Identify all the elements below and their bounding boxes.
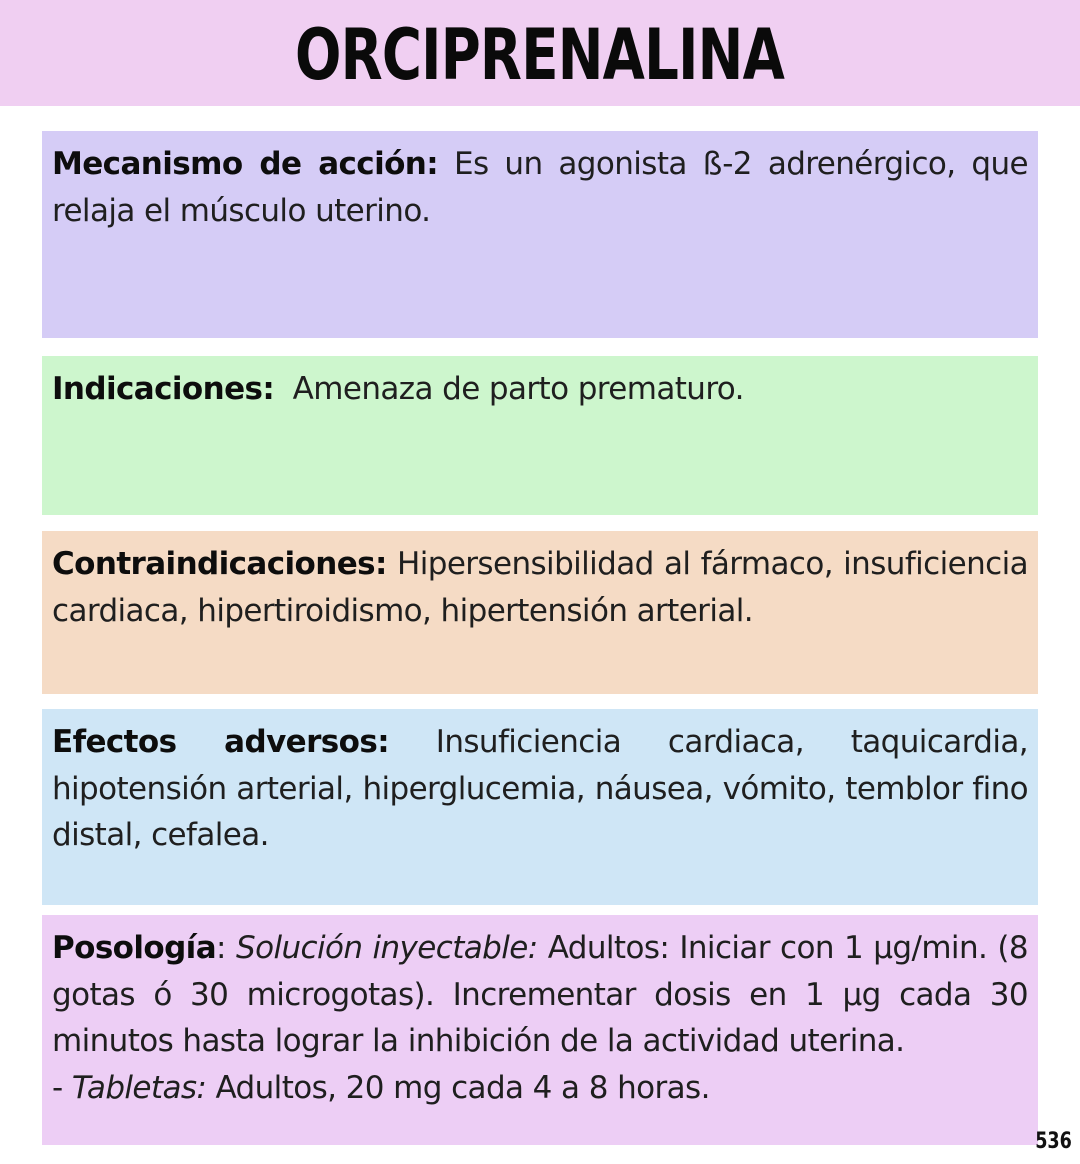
- contraindicaciones-label: Contraindicaciones:: [52, 546, 387, 582]
- posologia-text-injectable: Adultos: Iniciar con 1 µg/min. (8 gotas ó 30 microgotas). Incrementar dosis en 1 µg cada 30 minutos hasta lograr la inhibición de la actividad uterina.: [52, 930, 1028, 1059]
- indicaciones-label: Indicaciones:: [52, 371, 275, 407]
- section-efectos-adversos: [42, 709, 1038, 905]
- mecanismo-paragraph: [52, 141, 1028, 234]
- page-number: 536: [1035, 1129, 1072, 1154]
- posologia-form-injectable: Solución inyectable:: [236, 930, 538, 966]
- mecanismo-text: Es un agonista ß-2 adrenérgico, que relaja el músculo uterino.: [52, 146, 1028, 229]
- posologia-dash: -: [52, 1069, 72, 1106]
- posologia-paragraph: [52, 925, 1028, 1065]
- page-title: ORCIPRENALINA: [295, 14, 785, 96]
- title-bar: [0, 0, 1080, 106]
- section-mecanismo: [42, 131, 1038, 338]
- posologia-text-tablets: Adultos, 20 mg cada 4 a 8 horas.: [206, 1069, 710, 1106]
- contraindicaciones-text: Hipersensibilidad al fármaco, insuficiencia cardiaca, hipertiroidismo, hipertensión arterial.: [52, 546, 1028, 629]
- posologia-tablets-line: [52, 1065, 1028, 1112]
- section-indicaciones: [42, 356, 1038, 515]
- mecanismo-label: Mecanismo de acción:: [52, 146, 439, 182]
- efectos-label: Efectos adversos:: [52, 724, 389, 760]
- efectos-paragraph: [52, 719, 1028, 859]
- posologia-colon: :: [216, 930, 236, 966]
- posologia-label: Posología: [52, 930, 217, 966]
- posologia-form-tablets: Tabletas:: [71, 1069, 207, 1106]
- indicaciones-text: Amenaza de parto prematuro.: [274, 371, 744, 407]
- indicaciones-paragraph: [52, 366, 1028, 413]
- contraindicaciones-paragraph: [52, 541, 1028, 634]
- efectos-text: Insuficiencia cardiaca, taquicardia, hipotensión arterial, hiperglucemia, náusea, vómito, temblor fino distal, cefalea.: [52, 724, 1029, 853]
- section-posologia: [42, 915, 1038, 1145]
- section-contraindicaciones: [42, 531, 1038, 694]
